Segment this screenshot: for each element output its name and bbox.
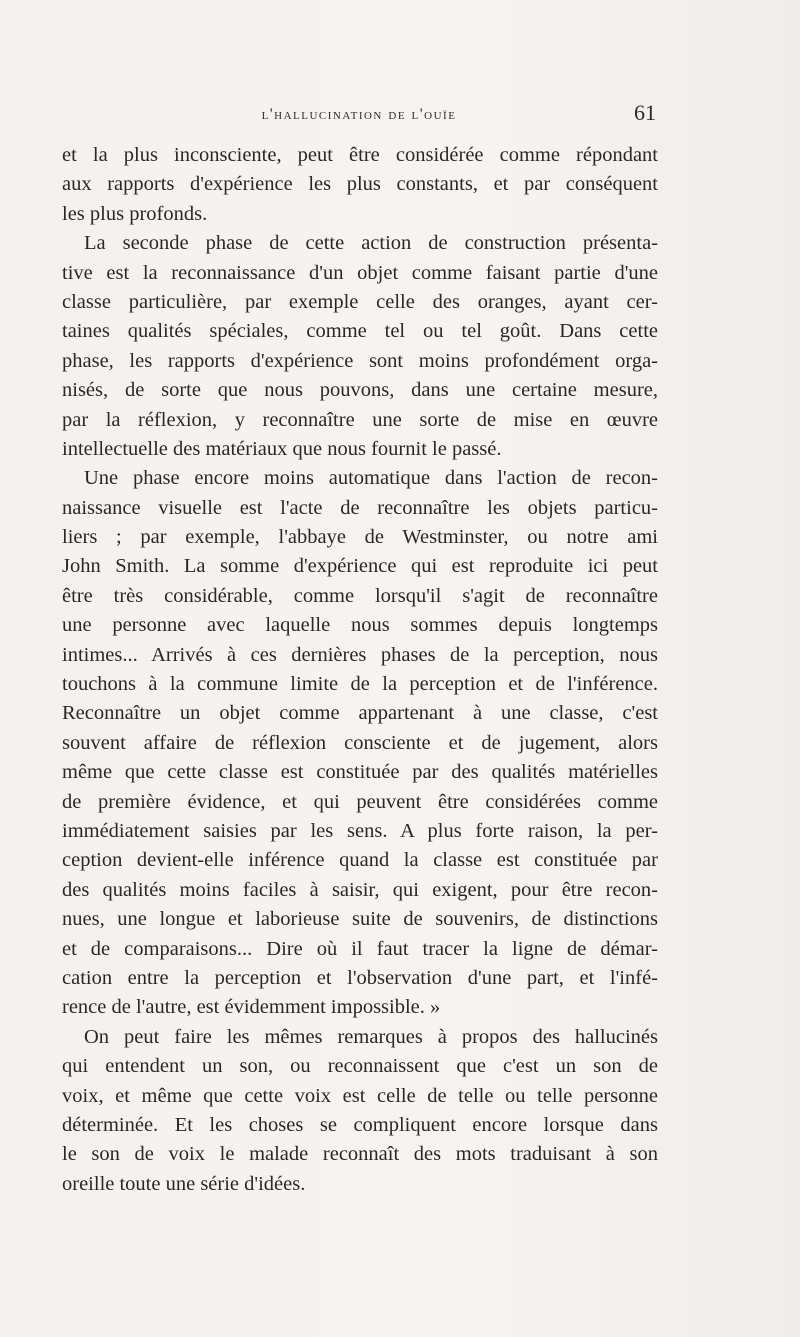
text-line: qui entendent un son, ou reconnaissent que c'est un son de <box>62 1055 658 1078</box>
text-line: classe particulière, par exemple celle des oranges, ayant cer- <box>62 290 658 313</box>
text-line: et la plus inconsciente, peut être considérée comme répondant <box>62 144 658 166</box>
text-line: tive est la reconnaissance d'un objet comme faisant partie d'une <box>62 261 658 284</box>
text-line: déterminée. Et les choses se compliquent encore lorsque dans <box>62 1113 658 1136</box>
text-line: les plus profonds. <box>62 202 208 225</box>
text-line: être très considérable, comme lorsqu'il s'agit de reconnaître <box>62 584 658 607</box>
text-line: immédiatement saisies par les sens. A plus forte raison, la per- <box>62 819 658 842</box>
text-line: ception devient-elle inférence quand la classe est constituée par <box>62 849 658 872</box>
text-line: des qualités moins faciles à saisir, qui exigent, pour être recon- <box>62 878 658 901</box>
text-line: cation entre la perception et l'observation d'une part, et l'infé- <box>62 966 658 989</box>
body-text <box>62 141 658 1199</box>
text-line: Reconnaître un objet comme appartenant à une classe, c'est <box>62 702 658 725</box>
text-line: et de comparaisons... Dire où il faut tracer la ligne de démar- <box>62 937 658 960</box>
text-line: voix, et même que cette voix est celle de telle ou telle personne <box>62 1084 658 1107</box>
text-line: souvent affaire de réflexion consciente et de jugement, alors <box>62 731 658 754</box>
text-line: aux rapports d'expérience les plus constants, et par conséquent <box>62 173 658 196</box>
text-line: La seconde phase de cette action de construction présenta- <box>84 232 658 255</box>
text-line: une personne avec laquelle nous sommes depuis longtemps <box>62 614 658 637</box>
text-line: oreille toute une série d'idées. <box>62 1172 306 1195</box>
text-line: John Smith. La somme d'expérience qui est reproduite ici peut <box>62 555 658 578</box>
text-line: le son de voix le malade reconnaît des mots traduisant à son <box>62 1143 658 1166</box>
text-line: phase, les rapports d'expérience sont moins profondément orga- <box>62 349 658 372</box>
page-number: 61 <box>634 100 656 125</box>
text-line: nues, une longue et laborieuse suite de souvenirs, de distinctions <box>62 908 658 931</box>
text-line: naissance visuelle est l'acte de reconnaître les objets particu- <box>62 496 658 519</box>
running-title: l'hallucination de l'ouïe <box>261 106 457 123</box>
text-line: liers ; par exemple, l'abbaye de Westminster, ou notre ami <box>62 526 658 549</box>
text-line: taines qualités spéciales, comme tel ou tel goût. Dans cette <box>62 320 658 343</box>
text-line: intimes... Arrivés à ces dernières phases de la perception, nous <box>62 643 658 666</box>
text-line: même que cette classe est constituée par des qualités matérielles <box>62 761 658 784</box>
text-line: touchons à la commune limite de la perception et de l'inférence. <box>62 673 658 696</box>
text-line: de première évidence, et qui peuvent être considérées comme <box>62 790 658 813</box>
text-line: rence de l'autre, est évidemment impossible. » <box>62 996 441 1019</box>
text-line: On peut faire les mêmes remarques à propos des hallucinés <box>84 1025 658 1048</box>
page-header <box>62 96 656 132</box>
text-line: Une phase encore moins automatique dans l'action de recon- <box>84 467 658 490</box>
text-line: intellectuelle des matériaux que nous fournit le passé. <box>62 437 502 460</box>
text-line: par la réflexion, y reconnaître une sorte de mise en œuvre <box>62 408 658 431</box>
text-line: nisés, de sorte que nous pouvons, dans une certaine mesure, <box>62 379 658 402</box>
